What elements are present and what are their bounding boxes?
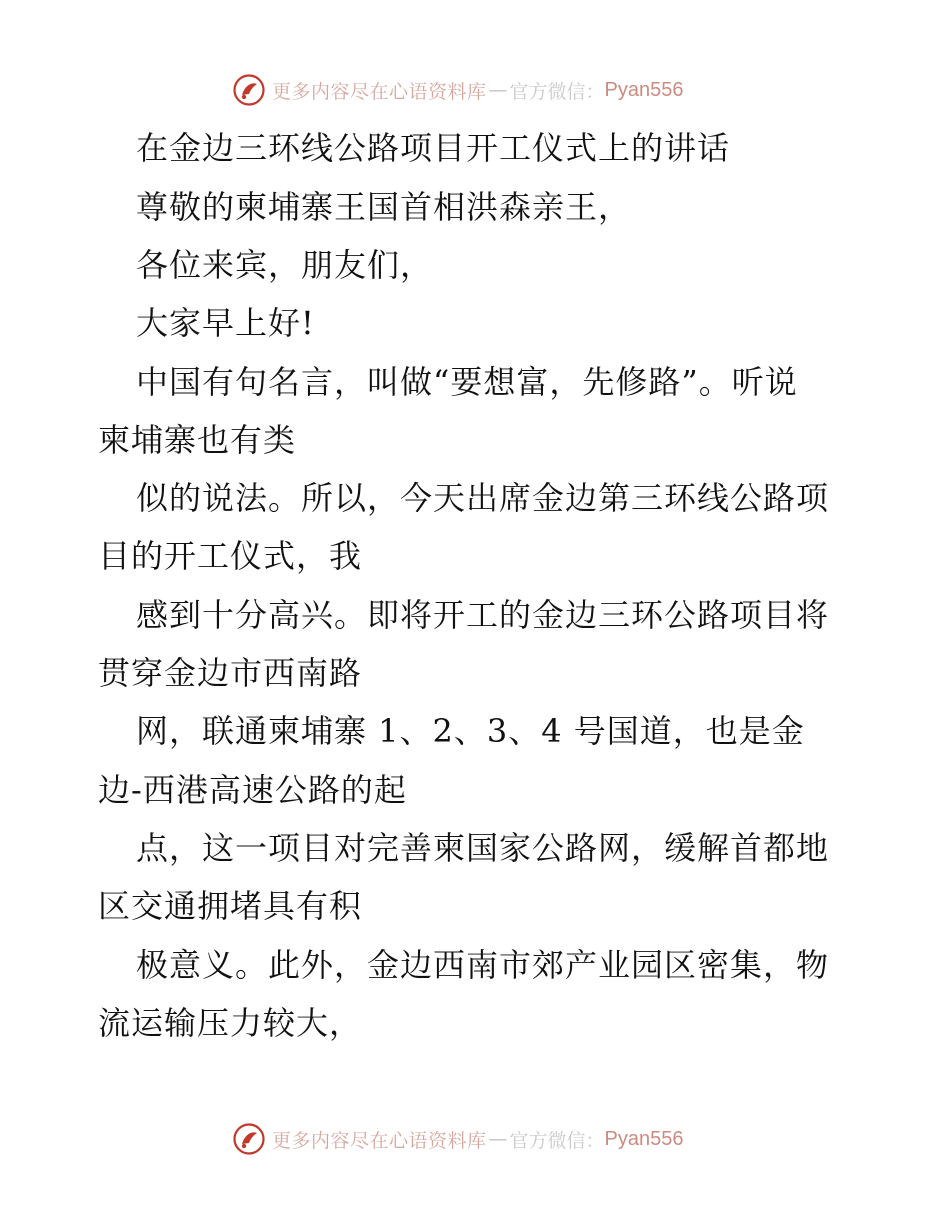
document-title: 在金边三环线公路项目开工仪式上的讲话 xyxy=(136,129,731,167)
header-watermark xyxy=(232,72,684,108)
watermark-brand-text: 更多内容尽在心语资料库 xyxy=(272,1129,487,1152)
seal-logo-icon xyxy=(232,73,266,107)
text-line: 流运输压力较大， xyxy=(98,1004,363,1042)
text-line: 网，联通柬埔寨 1、2、3、4 号国道，也是金 xyxy=(136,712,805,750)
seal-logo-icon xyxy=(232,1122,266,1156)
text-line: 贯穿金边市西南路 xyxy=(98,654,363,692)
text-line: 极意义。此外，金边西南市郊产业园区密集，物 xyxy=(136,946,830,984)
text-line: 点，这一项目对完善柬国家公路网，缓解首都地 xyxy=(136,829,830,867)
text-line: 感到十分高兴。即将开工的金边三环公路项目将 xyxy=(136,596,830,634)
watermark-separator: — xyxy=(488,1128,508,1150)
text-line: 区交通拥堵具有积 xyxy=(98,887,363,925)
text-line: 似的说法。所以，今天出席金边第三环线公路项 xyxy=(136,479,830,517)
footer-watermark xyxy=(232,1121,684,1157)
watermark-contact-id: Pyan556 xyxy=(604,78,684,101)
text-line: 大家早上好! xyxy=(136,304,315,342)
text-line: 目的开工仪式，我 xyxy=(98,537,363,575)
watermark-contact-label: 官方微信： xyxy=(509,80,605,103)
text-line: 尊敬的柬埔寨王国首相洪森亲王， xyxy=(136,188,632,226)
watermark-contact-id: Pyan556 xyxy=(604,1127,684,1150)
text-line: 柬埔寨也有类 xyxy=(98,421,297,459)
text-line: 边-西港高速公路的起 xyxy=(98,771,407,809)
watermark-separator: — xyxy=(488,79,508,101)
text-line: 各位来宾，朋友们， xyxy=(136,246,434,284)
watermark-contact-label: 官方微信： xyxy=(509,1129,605,1152)
watermark-brand-text: 更多内容尽在心语资料库 xyxy=(272,80,487,103)
text-line: 中国有句名言，叫做“要想富，先修路”。听说 xyxy=(136,363,798,401)
